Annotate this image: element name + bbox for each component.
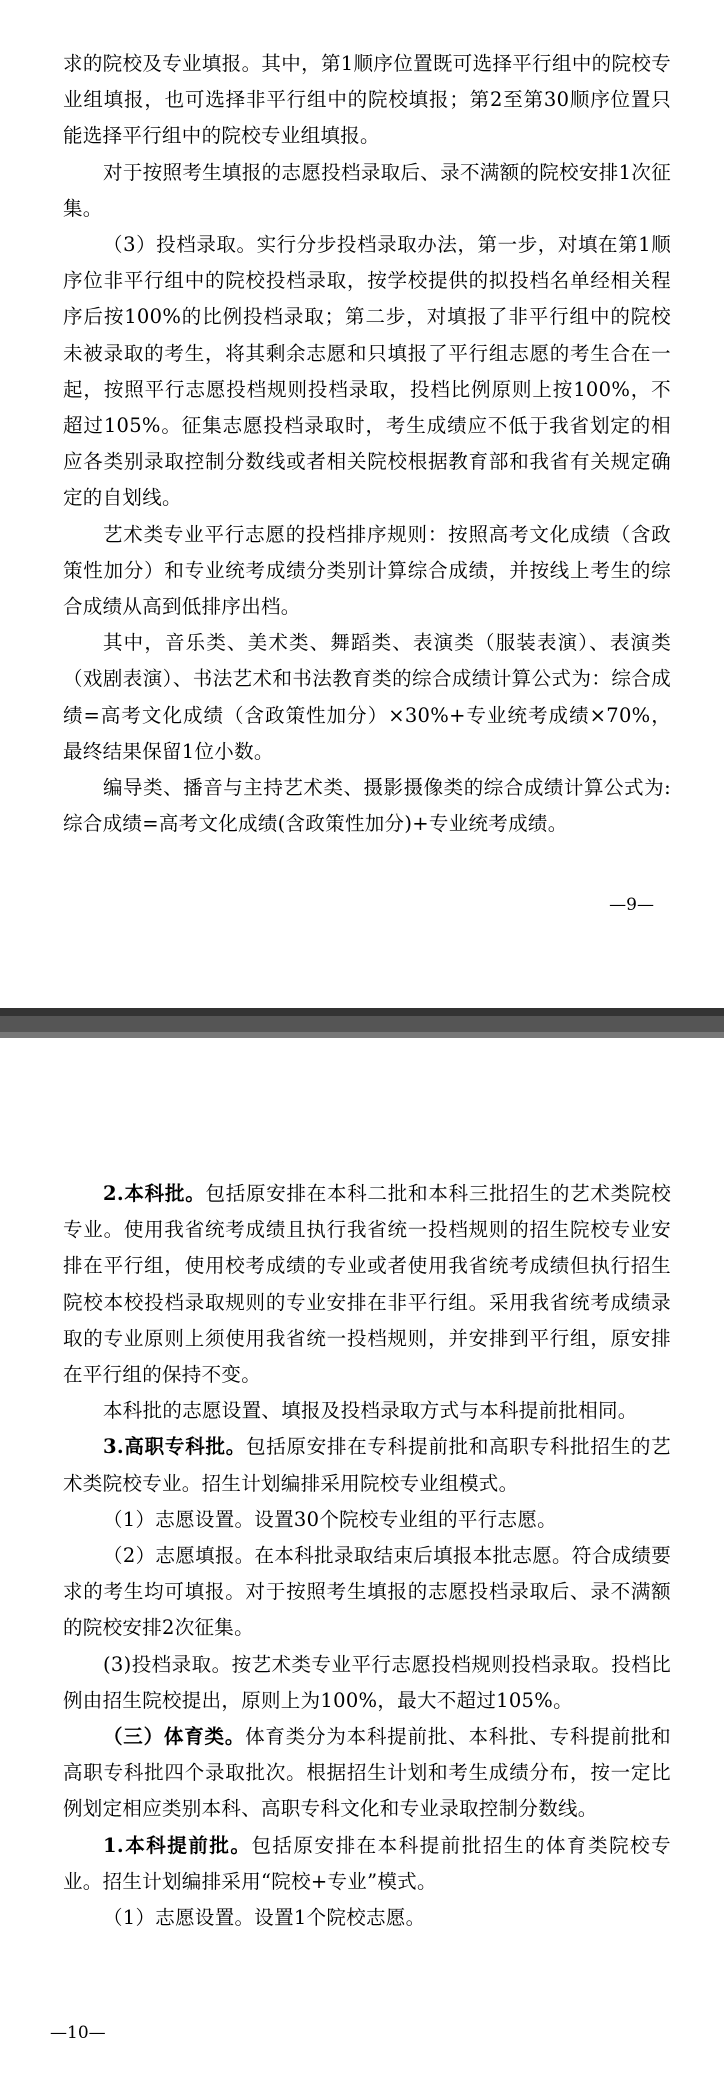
page-9-body: [63, 46, 671, 842]
paragraph: [63, 1719, 671, 1828]
page-10-body: [63, 1176, 671, 1936]
paragraph: （1）志愿设置。设置1个院校志愿。: [103, 1906, 426, 1930]
paragraph-text: 包括原安排在本科提前批招生的体育类院校专业。招生计划编排采用“院校+专业”模式。: [63, 1833, 671, 1893]
paragraph: 编导类、播音与主持艺术类、摄影摄像类的综合成绩计算公式为:综合成绩=高考文化成绩(含政策性加分)+专业统考成绩。: [63, 776, 671, 836]
document-page-9: [0, 0, 724, 1008]
page-separator-shadow: [0, 1008, 724, 1016]
page-separator: [0, 1008, 724, 1038]
paragraph-text: 包括原安排在本科二批和本科三批招生的艺术类院校专业。使用我省统考成绩且执行我省统一投档规则的招生院校专业安排在平行组，使用校考成绩的专业或者使用我省统考成绩但执行招生院校本校投档录取规则的专业安排在非平行组。采用我省统考成绩录取的专业原则上须使用我省统一投档规则，并安排到平行组，原安排在平行组的保持不变。: [63, 1182, 671, 1387]
paragraph: （1）志愿设置。设置30个院校专业组的平行志愿。: [103, 1507, 557, 1531]
page-number: —9—: [609, 895, 654, 915]
section-heading: 2.本科批。: [103, 1182, 206, 1205]
section-heading: 1.本科提前批。: [103, 1833, 252, 1857]
paragraph-text: 包括原安排在专科提前批和高职专科批招生的艺术类院校专业。招生计划编排采用院校专业组模式。: [63, 1435, 671, 1495]
paragraph: (3)投档录取。按艺术类专业平行志愿投档规则投档录取。投档比例由招生院校提出，原则上为100%，最大不超过105%。: [63, 1652, 671, 1712]
paragraph: （2）志愿填报。在本科批录取结束后填报本批志愿。符合成绩要求的考生均可填报。对于按照考生填报的志愿投档录取后、录不满额的院校安排2次征集。: [63, 1544, 671, 1640]
paragraph: [63, 1176, 671, 1393]
paragraph: 本科批的志愿设置、填报及投档录取方式与本科提前批相同。: [103, 1399, 638, 1423]
paragraph: （3）投档录取。实行分步投档录取办法，第一步，对填在第1顺序位非平行组中的院校投档录取，按学校提供的拟投档名单经相关程序后按100%的比例投档录取；第二步，对填报了非平行组中的院校未被录取的考生，将其剩余志愿和只填报了平行组志愿的考生合在一起，按照平行志愿投档规则投档录取，投档比例原则上按100%，不超过105%。征集志愿投档录取时，考生成绩应不低于我省划定的相应各类别录取控制分数线或者相关院校根据教育部和我省有关规定确定的自划线。: [63, 233, 671, 510]
paragraph: 其中，音乐类、美术类、舞蹈类、表演类（服装表演）、表演类（戏剧表演）、书法艺术和书法教育类的综合成绩计算公式为：综合成绩=高考文化成绩（含政策性加分）×30%+专业统考成绩×70%，最终结果保留1位小数。: [63, 631, 671, 763]
page-number: —10—: [50, 2023, 106, 2043]
paragraph: [63, 1828, 671, 1900]
paragraph-text: 体育类分为本科提前批、本科批、专科提前批和高职专科批四个录取批次。根据招生计划和考生成绩分布，按一定比例划定相应类别本科、高职专科文化和专业录取控制分数线。: [63, 1725, 671, 1821]
paragraph: 艺术类专业平行志愿的投档排序规则：按照高考文化成绩（含政策性加分）和专业统考成绩分类别计算综合成绩，并按线上考生的综合成绩从高到低排序出档。: [63, 522, 671, 619]
paragraph: [63, 1429, 671, 1501]
paragraph: 求的院校及专业填报。其中，第1顺序位置既可选择平行组中的院校专业组填报，也可选择非平行组中的院校填报；第2至第30顺序位置只能选择平行组中的院校专业组填报。: [63, 52, 671, 148]
paragraph: 对于按照考生填报的志愿投档录取后、录不满额的院校安排1次征集。: [63, 160, 671, 220]
section-heading: 3.高职专科批。: [103, 1435, 246, 1459]
section-heading: （三）体育类。: [103, 1725, 246, 1749]
document-page-10: [0, 1038, 724, 2076]
